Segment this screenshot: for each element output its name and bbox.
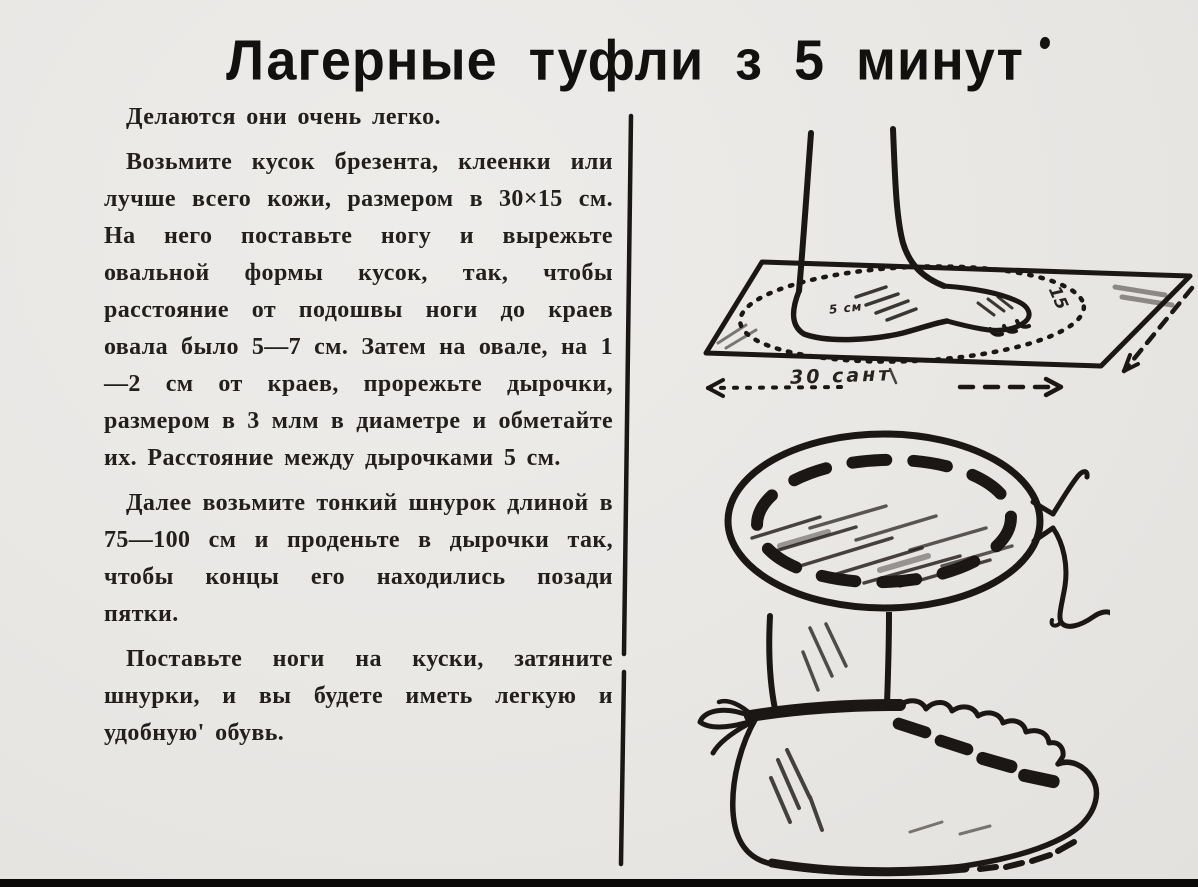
column-divider-rule [612, 112, 638, 872]
article-paragraph: Поставьте ноги на куски, затяните шнурки, и вы будете иметь легкую и удобную' обувь. [104, 646, 613, 746]
article-body [104, 99, 613, 760]
illustration-foot-on-canvas [660, 125, 1195, 415]
article-title: Лагерные туфли з 5 минут [226, 29, 1024, 93]
article-paragraph: Делаются они очень легко. [126, 104, 441, 130]
illustration-finished-shoe [660, 612, 1130, 880]
bottom-rule [0, 879, 1198, 887]
article-paragraph: Далее возьмите тонкий шнурок длиной в 75—100 см и проденьте в дырочки так, чтобы концы его находились позади пятки. [104, 490, 613, 627]
fig1-gap-dimension-label: 5 см [828, 299, 864, 317]
fig1-width-dimension-label: 30 сант [789, 363, 893, 389]
paragraph-list [104, 99, 613, 752]
fig1-side-dimension-label: 15 [1043, 283, 1072, 313]
article-paragraph: Возьмите кусок брезента, клеенки или лучше всего кожи, размером в 30×15 см. На него поставьте ногу и вырежьте овальной формы кусок, так, чтобы расстояние от подошвы ноги до краев овала было 5—7 см. Затем на овале, на 1—2 см от краев, прорежьте дырочки, размером в 3 млм в диаметре и обметайте их. Расстояние между дырочками 5 см. [104, 149, 613, 471]
